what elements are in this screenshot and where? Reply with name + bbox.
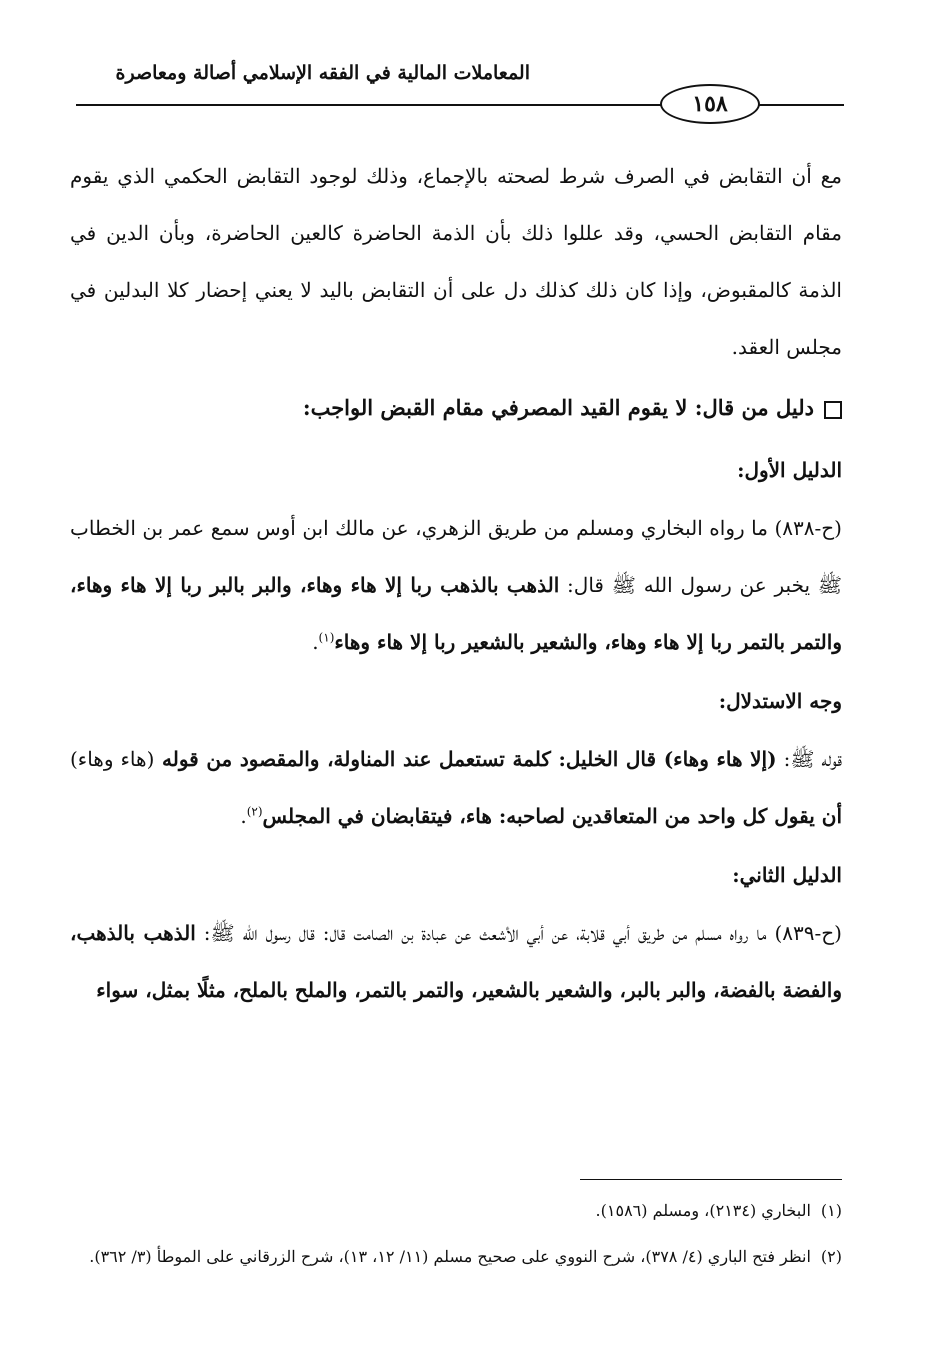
hadith-839-text: الذهب بالذهب، والفضة بالفضة، والبر بالبر، والشعير بالشعير، والتمر بالتمر، والملح بالملح، مثلًا بمثل، سواء xyxy=(70,921,842,1002)
footnote-1 xyxy=(70,1192,842,1230)
paragraph-intro: مع أن التقابض في الصرف شرط لصحته بالإجماع، وذلك لوجود التقابض الحكمي الذي يقوم مقام التقابض الحسي، وقد عللوا ذلك بأن الذمة الحاضرة كالعين الحاضرة، وبأن الدين في الذمة كالمقبوض، وإذا كان ذلك كذلك دل على أن التقابض باليد لا يعني إحضار كلا البدلين في مجلس العقد. xyxy=(70,164,842,359)
inference-end: . xyxy=(240,804,247,828)
hadith-839 xyxy=(70,905,842,1019)
hadith-838-end: . xyxy=(312,630,319,654)
running-title: المعاملات المالية في الفقه الإسلامي أصالة ومعاصرة xyxy=(115,62,530,84)
section-heading xyxy=(70,376,842,440)
main-text xyxy=(70,148,842,1019)
footnote-1-number: (١) xyxy=(820,1201,842,1220)
first-evidence-title: الدليل الأول: xyxy=(737,458,842,482)
hadith-839-intro: (ح-٨٣٩) ما رواه مسلم من طريق أبي قلابة، عن أبي الأشعث عن عبادة بن الصامت قال: قال رسول الله ﷺ: xyxy=(195,921,842,945)
inference-part-a: قوله ﷺ: xyxy=(776,747,842,771)
section-heading-text: دليل من قال: لا يقوم القيد المصرفي مقام القبض الواجب: xyxy=(302,395,814,420)
footnote-ref-1[interactable]: (١) xyxy=(318,630,335,645)
hadith-838-intro: (ح-٨٣٨) ما رواه البخاري ومسلم من طريق الزهري، عن مالك ابن أوس سمع عمر بن الخطاب ﷺ يخبر عن رسول الله ﷺ قال: xyxy=(70,516,842,597)
inference-paragraph xyxy=(70,731,842,845)
footnotes xyxy=(70,1192,842,1284)
footnote-2 xyxy=(70,1238,842,1276)
inference-part-b: (إلا هاء وهاء) قال الخليل: كلمة تستعمل عند المناولة، والمقصود من قوله xyxy=(154,747,777,771)
footnote-ref-2[interactable]: (٢) xyxy=(246,804,263,819)
hadith-838-text: الذهب بالذهب ربا إلا هاء وهاء، والبر بالبر ربا إلا هاء وهاء، والتمر بالتمر ربا إلا هاء وهاء، والشعير بالشعير ربا إلا هاء وهاء xyxy=(70,573,842,654)
footnote-2-text: انظر فتح الباري (٤/ ٣٧٨)، شرح النووي على صحيح مسلم (١١/ ١٢، ١٣)، شرح الزرقاني على الموطأ (٣/ ٣٦٢). xyxy=(89,1247,811,1266)
page-number: ١٥٨ xyxy=(660,84,760,124)
second-evidence-title: الدليل الثاني: xyxy=(732,863,842,887)
footnote-1-text: البخاري (٢١٣٤)، ومسلم (١٥٨٦). xyxy=(595,1201,811,1220)
inference-part-d: أن يقول كل واحد من المتعاقدين لصاحبه: هاء، فيتقابضان في المجلس xyxy=(262,804,842,828)
inference-part-c: (هاء وهاء) xyxy=(70,747,155,771)
footnote-divider xyxy=(580,1179,842,1180)
inference-title: وجه الاستدلال: xyxy=(718,689,842,713)
hadith-838 xyxy=(70,500,842,671)
footnote-2-number: (٢) xyxy=(820,1247,842,1266)
square-bullet-icon xyxy=(824,401,842,419)
